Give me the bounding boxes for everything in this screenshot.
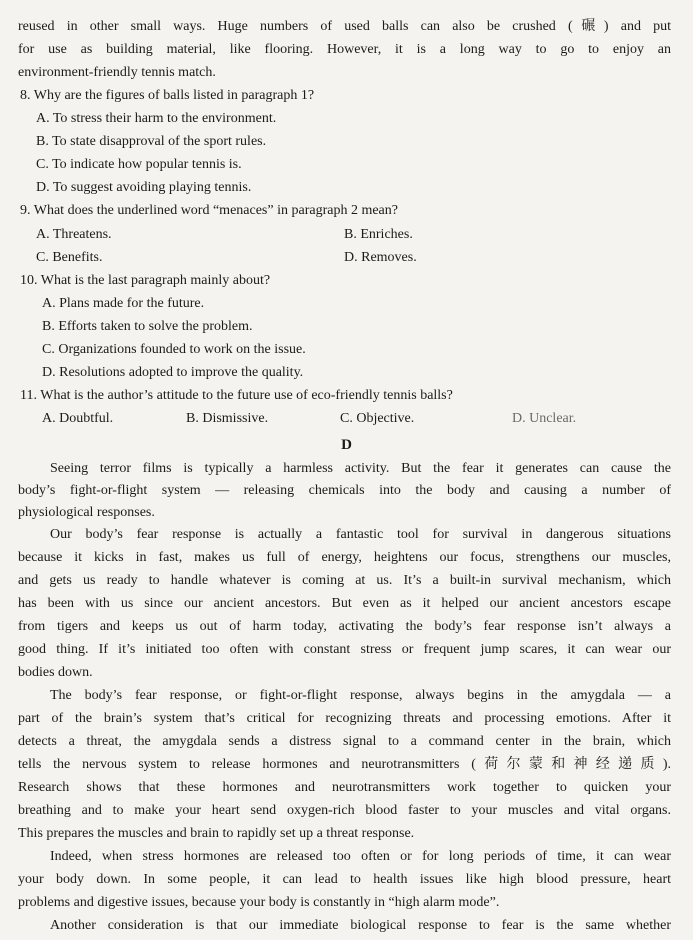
passage-line: breathing and to make your heart send oxygen-rich blood faster to your muscles and vital organs.: [18, 803, 671, 818]
passage-line: has been with us since our ancient ancestors. But even as it helped our ancient ancestors escape: [18, 596, 671, 611]
question-stem: 11. What is the author’s attitude to the future use of eco-friendly tennis balls?: [20, 388, 453, 403]
passage-line: tells the nervous system to release hormones and neurotransmitters (荷尔蒙和神经递质).: [18, 757, 671, 772]
answer-option: C. Objective.: [340, 411, 415, 426]
question-stem: 8. Why are the figures of balls listed in paragraph 1?: [20, 88, 315, 103]
answer-option: D. Unclear.: [512, 411, 577, 426]
passage-line: Research shows that these hormones and neurotransmitters work together to quicken your: [18, 780, 671, 795]
passage-line: reused in other small ways. Huge numbers of used balls can also be crushed (碾) and put: [18, 19, 671, 34]
passage-line: Indeed, when stress hormones are released too often or for long periods of time, it can wear: [50, 849, 671, 864]
answer-option: A. Doubtful.: [42, 411, 114, 426]
passage-line: This prepares the muscles and brain to rapidly set up a threat response.: [18, 826, 415, 841]
answer-option: C. Benefits.: [36, 250, 103, 265]
passage-line: detects a threat, the amygdala sends a distress signal to a command center in the brain, which: [18, 734, 671, 749]
answer-option: D. Removes.: [344, 250, 417, 265]
passage-line: physiological responses.: [18, 505, 155, 520]
answer-option: D. Resolutions adopted to improve the quality.: [42, 365, 304, 380]
question-stem: 10. What is the last paragraph mainly about?: [20, 273, 271, 288]
passage-line: bodies down.: [18, 665, 93, 680]
passage-line: your body down. In some people, it can lead to health issues like high blood pressure, heart: [18, 872, 671, 887]
passage-line: Seeing terror films is typically a harmless activity. But the fear it generates can cause the: [50, 461, 671, 476]
answer-option: C. To indicate how popular tennis is.: [36, 157, 242, 172]
passage-line: The body’s fear response, or fight-or-flight response, always begins in the amygdala — a: [50, 688, 671, 703]
passage-line: because it kicks in fast, makes us full of energy, heightens our focus, strengthens our muscles,: [18, 550, 671, 565]
answer-option: A. To stress their harm to the environment.: [36, 111, 277, 126]
question-stem: 9. What does the underlined word “menaces” in paragraph 2 mean?: [20, 203, 398, 218]
passage-line: good thing. If it’s initiated too often with constant stress or frequent jump scares, it can wear our: [18, 642, 671, 657]
passage-line: Our body’s fear response is actually a fantastic tool for survival in dangerous situations: [50, 527, 671, 542]
passage-line: for use as building material, like flooring. However, it is a long way to go to enjoy an: [18, 42, 671, 57]
passage-line: problems and digestive issues, because your body is constantly in “high alarm mode”.: [18, 895, 500, 910]
answer-option: B. Efforts taken to solve the problem.: [42, 319, 253, 334]
answer-option: B. To state disapproval of the sport rules.: [36, 134, 267, 149]
answer-option: C. Organizations founded to work on the issue.: [42, 342, 306, 357]
answer-option: A. Threatens.: [36, 227, 112, 242]
passage-line: body’s fight-or-flight system — releasing chemicals into the body and causing a number of: [18, 483, 671, 498]
answer-option: D. To suggest avoiding playing tennis.: [36, 180, 252, 195]
passage-line: Another consideration is that our immediate biological response to fear is the same whether: [50, 918, 671, 933]
answer-option: A. Plans made for the future.: [42, 296, 205, 311]
answer-option: B. Dismissive.: [186, 411, 269, 426]
passage-line: and gets us ready to handle whatever is coming at us. It’s a built-in survival mechanism, which: [18, 573, 671, 588]
passage-line: environment-friendly tennis match.: [18, 65, 216, 80]
answer-option: B. Enriches.: [344, 227, 413, 242]
passage-line: from tigers and keeps us out of harm today, activating the body’s fear response isn’t always a: [18, 619, 671, 634]
passage-line: part of the brain’s system that’s critical for recognizing threats and processing emotions. After it: [18, 711, 671, 726]
section-heading: D: [341, 437, 352, 453]
